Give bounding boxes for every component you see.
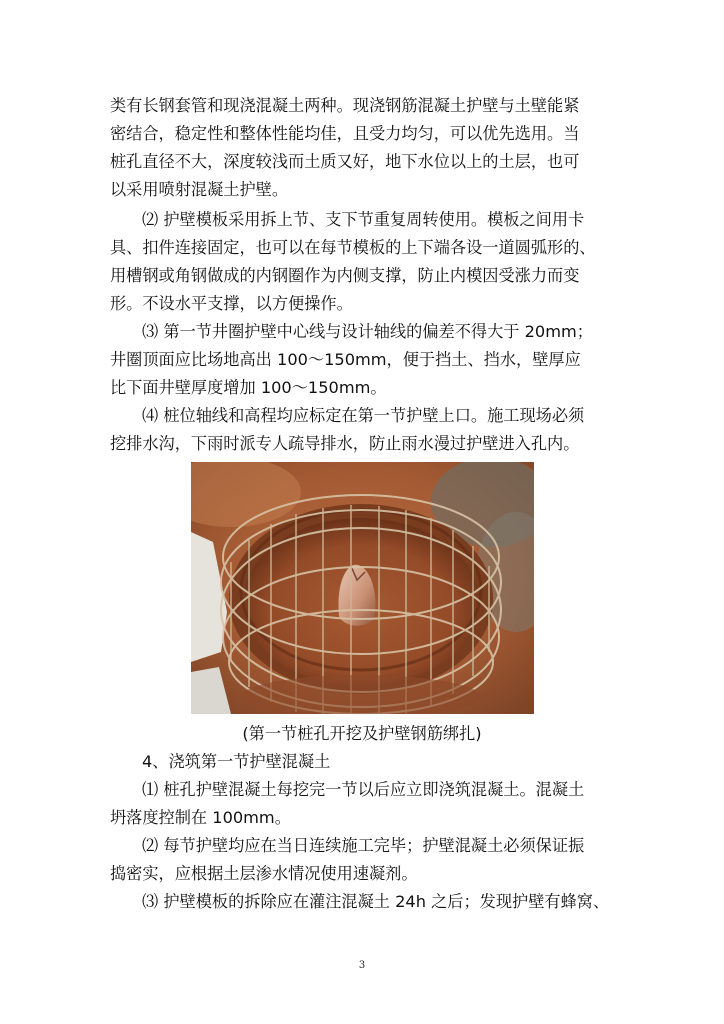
text-line: ⑶ 护壁模板的拆除应在灌注混凝土 24h 之后；发现护壁有蜂窝、 (142, 892, 610, 911)
text-line: ⑵ 护壁模板采用拆上节、支下节重复周转使用。模板之间用卡 (142, 210, 585, 229)
text-line: 井圈顶面应比场地高出 100～150mm，便于挡土、挡水，壁厚应 (110, 350, 581, 369)
text-line: 捣密实，应根据土层渗水情况使用速凝剂。 (110, 864, 418, 883)
paragraph-formwork (110, 206, 620, 318)
paragraph-same-day (110, 832, 620, 888)
paragraph-formwork-removal (110, 888, 620, 916)
text-line: 具、扣件连接固定，也可以在每节模板的上下端各设一道圆弧形的、 (110, 238, 596, 257)
page-number: 3 (358, 960, 366, 971)
text-line: 形。不设水平支撑，以方便操作。 (110, 294, 353, 313)
text-line: 用槽钢或角钢做成的内钢圈作为内侧支撑，防止内模因受涨力而变 (110, 266, 580, 285)
text-line: 挖排水沟，下雨时派专人疏导排水，防止雨水漫过护壁进入孔内。 (110, 434, 580, 453)
text-line: 坍落度控制在 100mm。 (110, 808, 291, 827)
text-line: 桩孔直径不大，深度较浅而土质又好，地下水位以上的土层，也可 (110, 152, 580, 171)
pile-hole-photo (191, 462, 534, 714)
text-line: ⑵ 每节护壁均应在当日连续施工完毕；护壁混凝土必须保证振 (142, 836, 585, 855)
paragraph-pouring (110, 776, 620, 832)
text-line: 类有长钢套管和现浇混凝土两种。现浇钢筋混凝土护壁与土壁能紧 (110, 96, 580, 115)
text-line: ⑷ 桩位轴线和高程均应标定在第一节护壁上口。施工现场必须 (142, 406, 585, 425)
paragraph-wall-types (110, 92, 620, 204)
heading-text: 4、浇筑第一节护壁混凝土 (142, 752, 331, 771)
photo-caption: (第一节桩孔开挖及护壁钢筋绑扎) (242, 724, 482, 743)
text-line: ⑴ 桩孔护壁混凝土每挖完一节以后应立即浇筑混凝土。混凝土 (142, 780, 585, 799)
text-line: 密结合，稳定性和整体性能均佳，且受力均匀，可以优先选用。当 (110, 124, 580, 143)
text-line: 比下面井壁厚度增加 100～150mm。 (110, 378, 387, 397)
paragraph-axis-marking (110, 402, 620, 458)
paragraph-first-ring (110, 318, 620, 402)
section-heading (110, 748, 620, 776)
text-line: 以采用喷射混凝土护壁。 (110, 180, 289, 199)
text-line: ⑶ 第一节井圈护壁中心线与设计轴线的偏差不得大于 20mm； (142, 322, 593, 341)
